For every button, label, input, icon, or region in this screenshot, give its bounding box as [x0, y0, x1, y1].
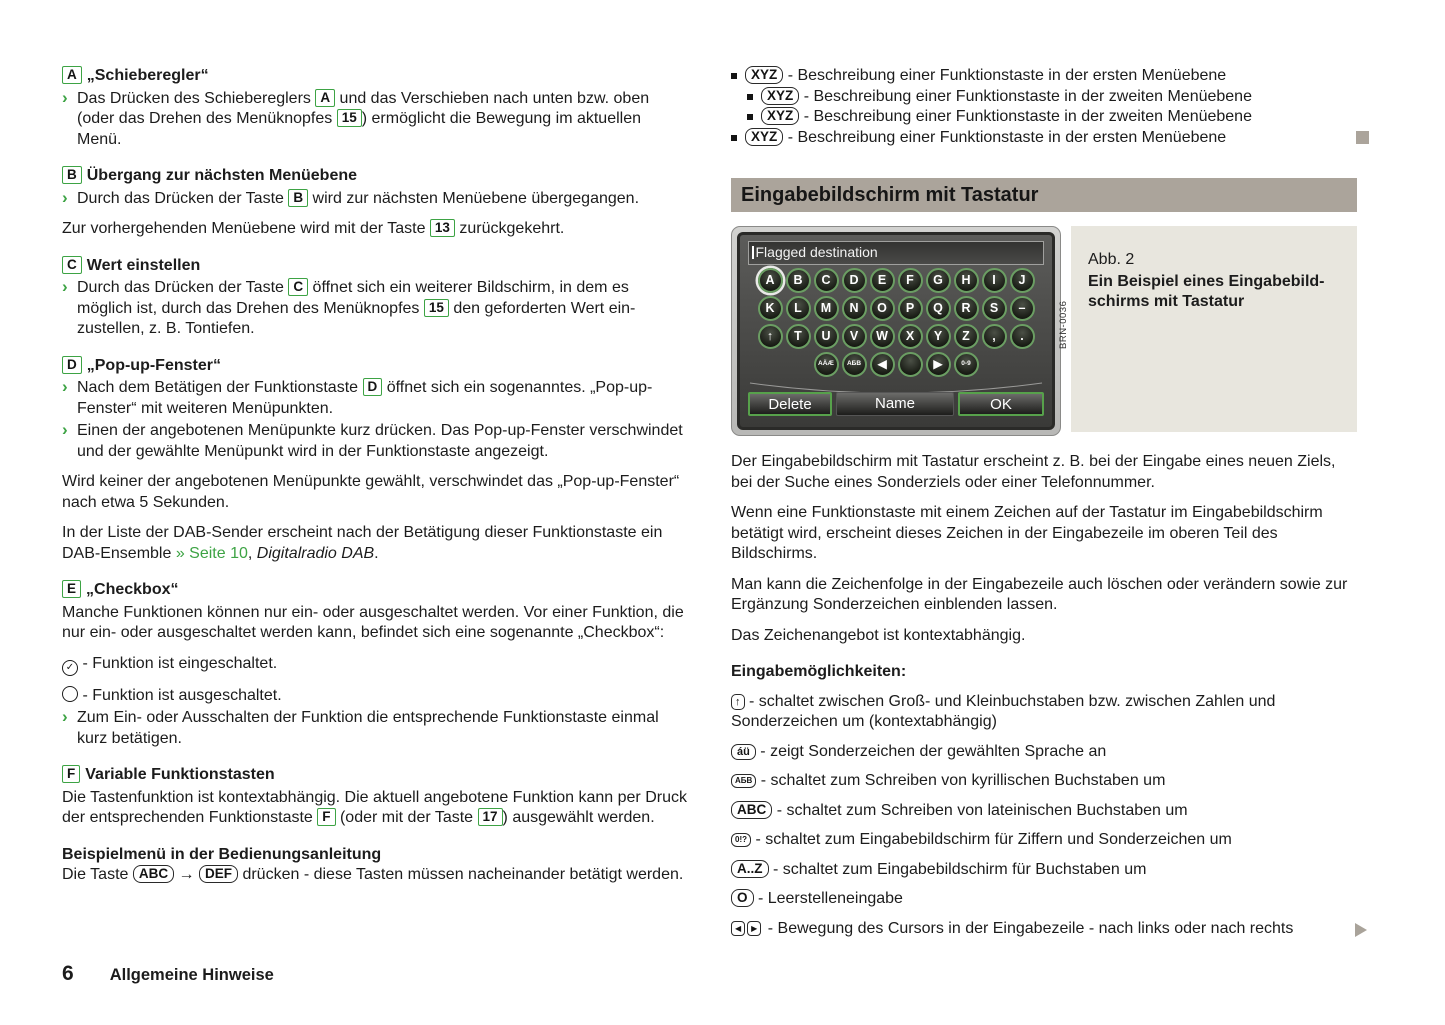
page-link[interactable]: » Seite 10 — [175, 544, 248, 562]
bullet-item: › Durch das Drücken der Taste C öffnet sich ein weiterer Bildschirm, in dem es möglich ist, durch das Drehen des Menüknopfes 15 den geforderten Wert einzustellen, z. B. Tontiefen. — [62, 277, 636, 337]
keyboard-row — [748, 268, 1044, 293]
key-,[interactable]: , — [982, 324, 1007, 349]
square-bullet-icon — [731, 73, 737, 79]
function-key-item: XYZ - Beschreibung einer Funktionstaste in der ersten Menüebene — [731, 66, 1357, 87]
paragraph: Manche Funktionen können nur ein- oder ausgeschaltet werden. Vor einer Funktion, die nur ein- oder ausgeschaltet werden kann, befindet sich eine sogenannte „Checkbox“: — [62, 603, 684, 641]
key-H[interactable]: H — [954, 268, 979, 293]
input-options-list — [731, 692, 1357, 940]
key-X[interactable]: X — [898, 324, 923, 349]
inline-key: D — [363, 378, 383, 396]
inline-key: B — [288, 189, 308, 207]
inline-key: 15 — [424, 299, 449, 317]
figure-caption — [1071, 226, 1357, 432]
key-F[interactable]: F — [898, 268, 923, 293]
key-T[interactable]: T — [786, 324, 811, 349]
right-column — [731, 66, 1357, 939]
device-screen — [737, 232, 1055, 430]
key-A[interactable]: A — [758, 268, 783, 293]
key-L[interactable]: L — [786, 296, 811, 321]
function-key-item: XYZ - Beschreibung einer Funktionstaste in der zweiten Menüebene — [747, 87, 1357, 108]
section-heading — [62, 765, 688, 786]
paragraph: Wird keiner der angebotenen Menüpunkte gewählt, verschwindet das „Pop-up-Fenster“ nach etwa 5 Sekunden. — [62, 473, 680, 511]
inline-pill: ABC — [133, 865, 174, 883]
page-number: 6 — [62, 962, 74, 985]
figure-label: Abb. 2 — [1088, 251, 1135, 268]
input-option-item: A..Z - schaltet zum Eingabebildschirm für Buchstaben um — [731, 860, 1357, 881]
input-option-item: АБВ - schaltet zum Schreiben von kyrillischen Buchstaben um — [731, 771, 1357, 792]
inline-key: F — [317, 808, 335, 826]
keyboard-row — [748, 352, 1044, 377]
section-heading — [62, 256, 688, 277]
ok-button[interactable]: OK — [958, 392, 1044, 416]
key-E[interactable]: E — [870, 268, 895, 293]
key-I[interactable]: I — [982, 268, 1007, 293]
key-W[interactable]: W — [870, 324, 895, 349]
inline-pill: XYZ — [745, 128, 783, 146]
square-bullet-icon — [747, 94, 753, 100]
key-Z[interactable]: Z — [954, 324, 979, 349]
section-title: „Checkbox“ — [86, 581, 179, 598]
key-–[interactable]: – — [1010, 296, 1035, 321]
key-Y[interactable]: Y — [926, 324, 951, 349]
paragraph: Der Eingabebildschirm mit Tastatur erscheint z. B. bei der Eingabe eines neuen Ziels, bei der Suche eines Sonderziels oder einer Telefonnummer. — [731, 453, 1336, 491]
inline-key: 15 — [337, 109, 362, 127]
key-S[interactable]: S — [982, 296, 1007, 321]
keyboard-buttons — [748, 392, 1044, 416]
device-bezel — [731, 226, 1061, 436]
key-M[interactable]: M — [814, 296, 839, 321]
bullet-chevron-icon: › — [62, 707, 68, 727]
input-option-item: ◀ ▶ - Bewegung des Cursors in der Eingabezeile - nach links oder nach rechts — [731, 919, 1357, 940]
inline-pill: A..Z — [731, 860, 769, 878]
inline-pill: XYZ — [761, 107, 799, 125]
inline-pill: ABC — [731, 801, 772, 819]
function-key-item: XYZ - Beschreibung einer Funktionstaste in der ersten Menüebene — [731, 128, 1357, 149]
key-N[interactable]: N — [842, 296, 867, 321]
bold-heading: Beispielmenü in der Bedienungsanleitung — [62, 845, 382, 863]
inline-key: A — [315, 89, 335, 107]
input-option-item: ABC - schaltet zum Schreiben von lateinischen Buchstaben um — [731, 801, 1357, 822]
section-title: „Schieberegler“ — [86, 67, 209, 84]
keyboard-row — [748, 296, 1044, 321]
key-cursor-left[interactable]: ◀ — [870, 352, 895, 377]
section-key-icon: A — [62, 66, 82, 84]
figure-caption-line2: schirms mit Tastatur — [1088, 293, 1245, 310]
input-option-item: O - Leerstelleneingabe — [731, 889, 1357, 910]
keyboard-row — [748, 324, 1044, 349]
section-key-icon: E — [62, 580, 81, 598]
bullet-item: › Durch das Drücken der Taste B wird zur nächsten Menüebene übergegangen. — [62, 187, 640, 207]
page-footer — [62, 964, 274, 986]
inline-key: 17 — [478, 808, 503, 826]
key-R[interactable]: R — [954, 296, 979, 321]
left-column — [62, 66, 688, 886]
name-button[interactable]: Name — [836, 392, 954, 416]
cursor-right-icon: ▶ — [747, 921, 761, 936]
section-header-text: Eingabebildschirm mit Tastatur — [741, 184, 1039, 206]
input-options-title: Eingabemöglichkeiten: — [731, 663, 907, 680]
inline-pill: АБВ — [731, 774, 756, 788]
checkbox-unchecked-icon — [62, 686, 78, 702]
keyboard-screenshot — [731, 226, 1071, 432]
bullet-chevron-icon: › — [62, 377, 68, 396]
key-АБВ[interactable]: АБВ — [842, 352, 867, 377]
key-0-9[interactable]: 0-9 — [954, 352, 979, 377]
entry-line[interactable]: Flagged destination — [748, 241, 1044, 265]
section-end-marker — [1356, 131, 1369, 144]
inline-pill: 0!? — [731, 833, 751, 847]
key-cursor-right[interactable]: ▶ — [926, 352, 951, 377]
inline-pill: O — [731, 889, 754, 907]
bullet-chevron-icon: › — [62, 277, 68, 296]
bullet-chevron-icon: › — [62, 87, 68, 107]
inline-key: C — [288, 278, 308, 296]
key-J[interactable]: J — [1010, 268, 1035, 293]
paragraph: Die Tastenfunktion ist kontextabhängig. Die aktuell angebotene Funktion kann per Druck der entsprechenden Funktionstaste F (oder mit der Taste 17 ) ausgewählt werden. — [62, 788, 687, 827]
key-.[interactable]: . — [1010, 324, 1035, 349]
section-title: Variable Funktionstasten — [85, 766, 275, 784]
key-U[interactable]: U — [814, 324, 839, 349]
paragraph: Das Zeichenangebot ist kontextabhängig. — [731, 626, 1026, 644]
section-heading — [62, 166, 688, 187]
next-page-arrow-icon[interactable] — [1355, 923, 1367, 937]
key-O[interactable]: O — [870, 296, 895, 321]
divider-swoosh — [748, 379, 1044, 391]
bullet-item: › Zum Ein- oder Ausschalten der Funktion die entsprechende Funktionstaste einmal kurz betätigen. — [62, 707, 659, 747]
figure-reference-code: BRN-0036 — [1058, 300, 1069, 350]
section-key-icon: C — [62, 256, 82, 274]
paragraph: In der Liste der DAB-Sender erscheint nach der Betätigung dieser Funktionstaste ein DAB-Ensemble » Seite 10, Digitalradio DAB. — [62, 524, 663, 562]
section-heading — [62, 356, 688, 377]
section-header-bar — [731, 178, 1357, 212]
input-option-item: 0!? - schaltet zum Eingabebildschirm für Ziffern und Sonderzeichen um — [731, 830, 1357, 851]
key-P[interactable]: P — [898, 296, 923, 321]
square-bullet-icon — [747, 114, 753, 120]
inline-pill: DEF — [199, 865, 238, 883]
bullet-item: › Nach dem Betätigen der Funktionstaste D öffnet sich ein sogenanntes. „Pop-up-Fenster“ mit weiteren Menüpunkten. — [62, 377, 653, 417]
key-V[interactable]: V — [842, 324, 867, 349]
key-blank[interactable] — [898, 352, 923, 377]
key-shift[interactable]: ↑ — [758, 324, 783, 349]
bullet-chevron-icon: › — [62, 187, 68, 207]
checkbox-checked-icon: ✓ — [62, 660, 78, 676]
inline-key: 13 — [430, 219, 455, 237]
cursor-left-icon: ◀ — [731, 921, 745, 936]
input-option-item: áü - zeigt Sonderzeichen der gewählten Sprache an — [731, 742, 1357, 763]
key-AÄÆ[interactable]: AÄÆ — [814, 352, 839, 377]
key-B[interactable]: B — [786, 268, 811, 293]
section-key-icon: D — [62, 356, 82, 374]
function-key-list — [731, 66, 1357, 148]
function-key-item: XYZ - Beschreibung einer Funktionstaste in der zweiten Menüebene — [747, 107, 1357, 128]
inline-pill: XYZ — [745, 66, 783, 84]
paragraph: Die Taste ABC → DEF drücken - diese Tasten müssen nacheinander betätigt werden. — [62, 866, 684, 884]
footer-title: Allgemeine Hinweise — [109, 966, 274, 984]
bullet-item: › Das Drücken des Schiebereglers A und das Verschieben nach unten bzw. oben (oder das Drehen des Menüknopfes 15 ) ermöglicht die Bewegung im aktuellen Menü. — [62, 87, 650, 148]
bullet-item: › Einen der angebotenen Menüpunkte kurz drücken. Das Pop-up-Fenster verschwindet und der gewählte Menüpunkt wird in der Funktionstaste angezeigt. — [62, 420, 683, 460]
section-key-icon: B — [62, 166, 82, 184]
paragraph: Man kann die Zeichenfolge in der Eingabezeile auch löschen oder verändern sowie zur Ergänzung Sonderzeichen einblenden lassen. — [731, 575, 1348, 613]
body-paragraphs — [731, 452, 1357, 646]
key-C[interactable]: C — [814, 268, 839, 293]
paragraph: - Funktion ist ausgeschaltet. — [62, 686, 688, 707]
delete-button[interactable]: Delete — [748, 392, 832, 416]
section-heading — [62, 580, 688, 601]
paragraph: Zur vorhergehenden Menüebene wird mit der Taste 13 zurückgekehrt. — [62, 220, 565, 237]
keyboard-keys — [748, 265, 1044, 377]
section-title: Wert einstellen — [86, 256, 201, 274]
inline-pill: XYZ — [761, 87, 799, 105]
key-Q[interactable]: Q — [926, 296, 951, 321]
paragraph: ✓ - Funktion ist eingeschaltet. — [62, 654, 688, 676]
section-title: „Pop-up-Fenster“ — [86, 356, 221, 374]
section-title: Übergang zur nächsten Menüebene — [86, 167, 358, 184]
input-option-item: ↑ - schaltet zwischen Groß- und Kleinbuchstaben bzw. zwischen Zahlen und Sonderzeichen um (kontextabhängig) — [731, 692, 1276, 730]
key-K[interactable]: K — [758, 296, 783, 321]
section-heading — [62, 66, 688, 87]
figure — [731, 226, 1357, 432]
figure-caption-line1: Ein Beispiel eines Eingabebild- — [1088, 272, 1325, 290]
section-key-icon: F — [62, 765, 80, 783]
italic-text: Digitalradio DAB — [256, 544, 375, 562]
key-G[interactable]: G — [926, 268, 951, 293]
square-bullet-icon — [731, 135, 737, 141]
paragraph: Wenn eine Funktionstaste mit einem Zeichen auf der Tastatur im Eingabebildschirm betätigt wird, erscheint dieses Zeichen in der Eingabezeile im oberen Teil des Bildschirms. — [731, 504, 1323, 562]
inline-pill: áü — [731, 744, 756, 760]
bullet-chevron-icon: › — [62, 420, 68, 439]
shift-icon: ↑ — [731, 694, 745, 710]
key-D[interactable]: D — [842, 268, 867, 293]
